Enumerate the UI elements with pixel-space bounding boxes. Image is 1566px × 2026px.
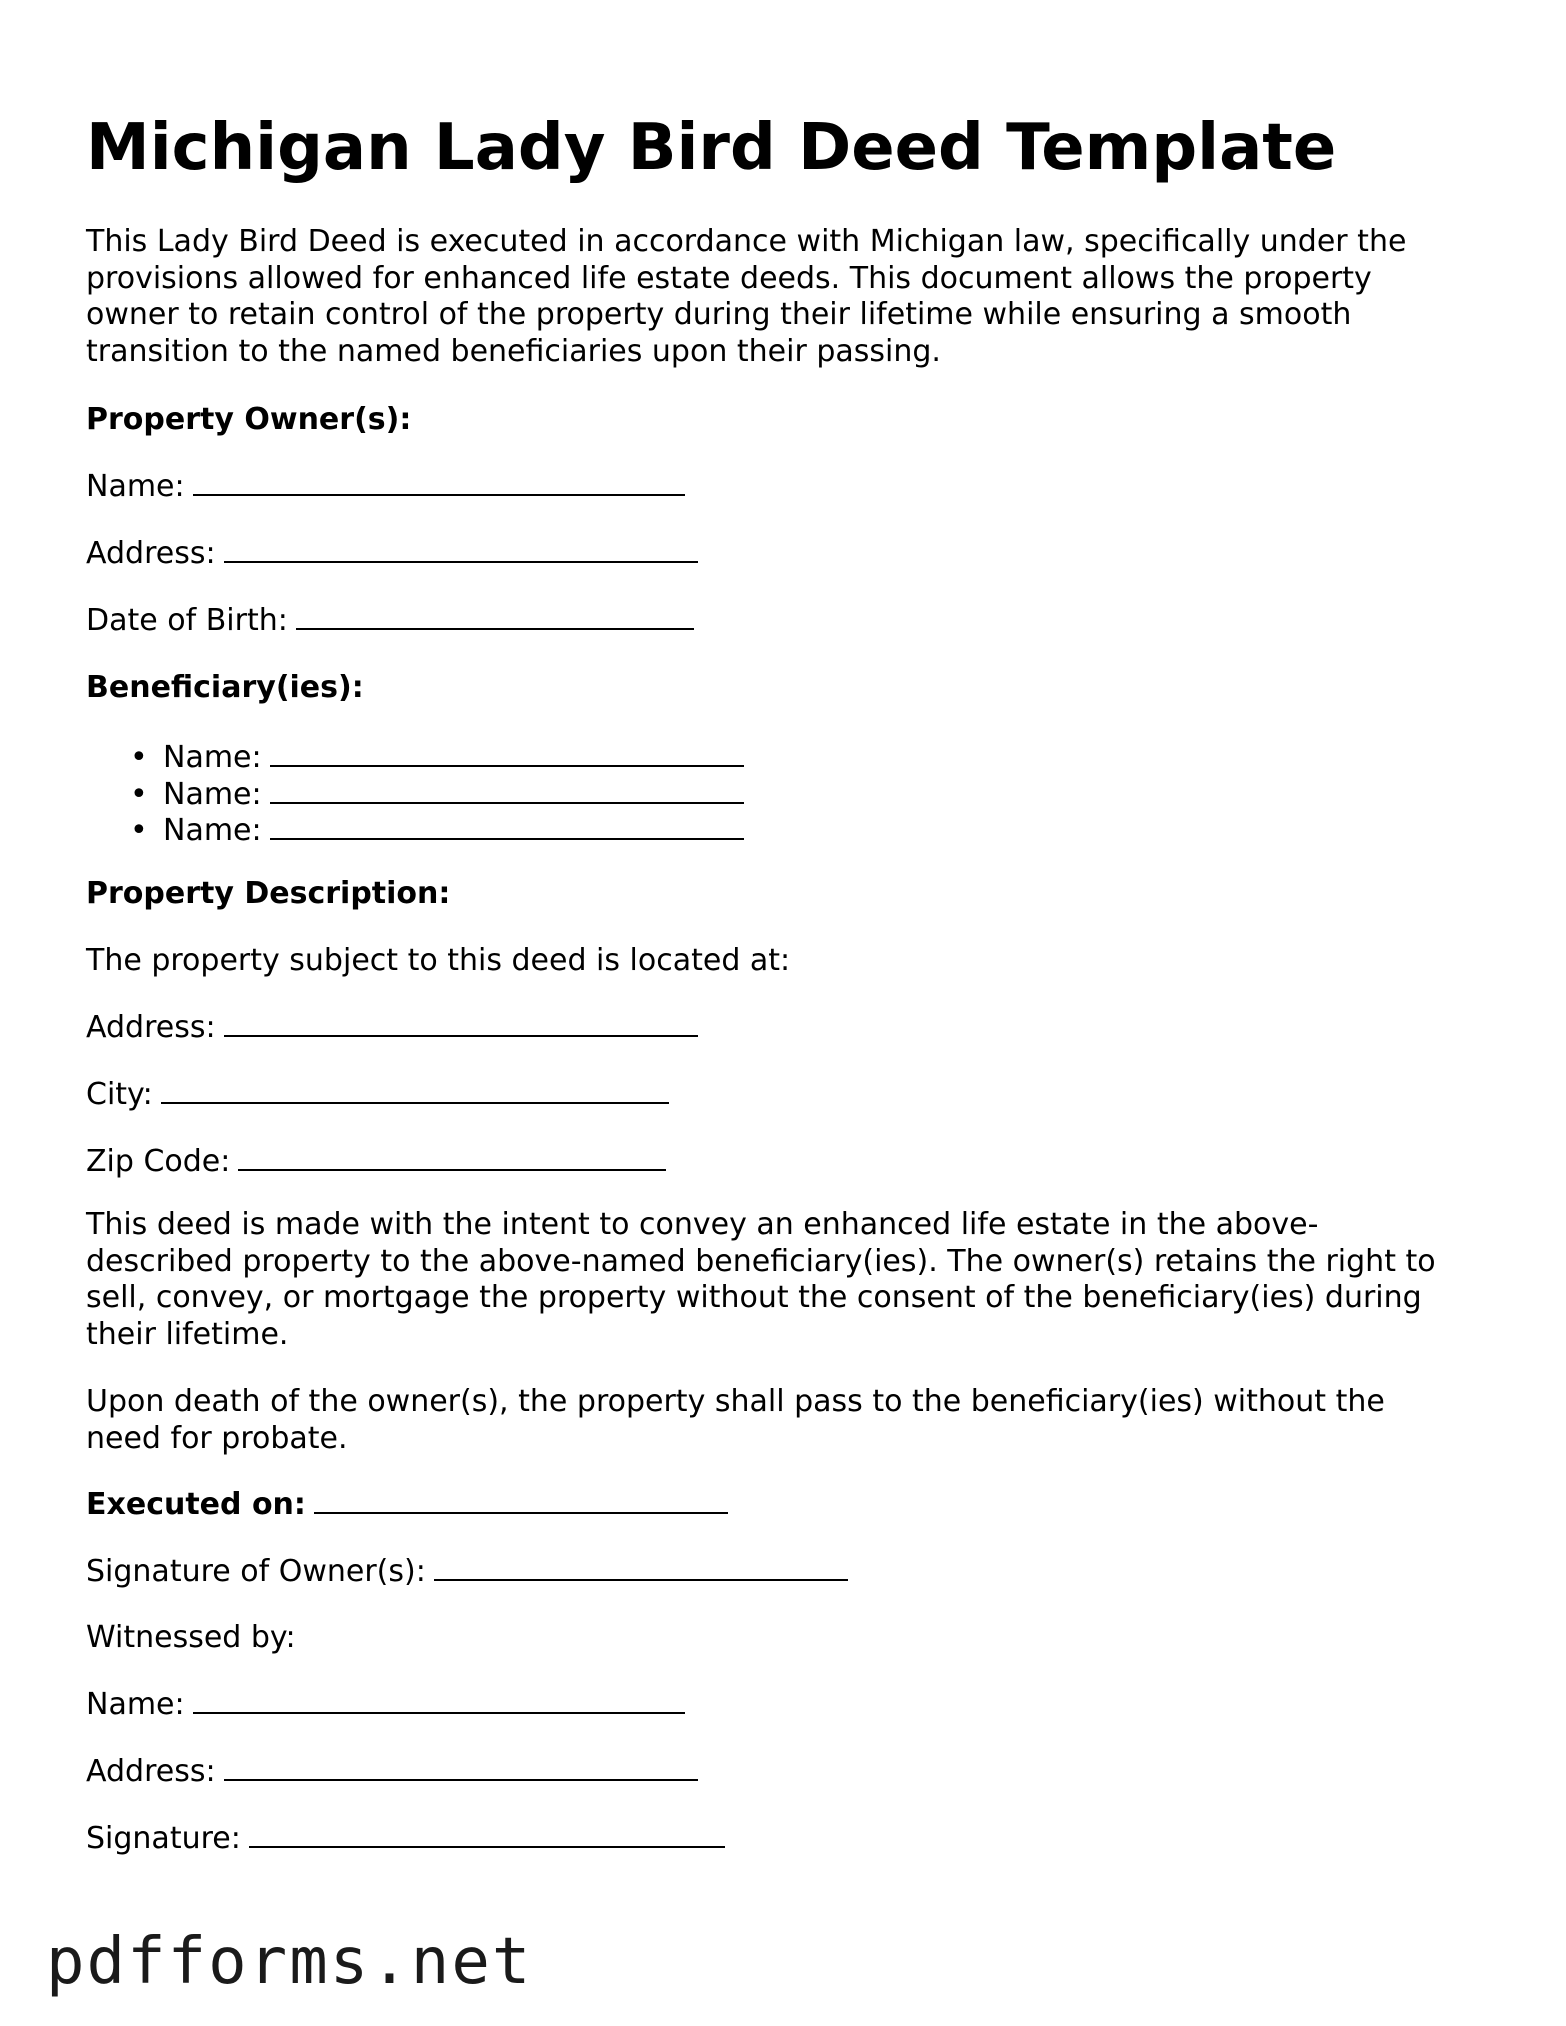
owner-heading: Property Owner(s): [86, 402, 412, 437]
beneficiary-heading: Beneficiary(ies): [86, 670, 364, 705]
intro-line: This Lady Bird Deed is executed in accordance with Michigan law, specifically under the [86, 224, 1407, 259]
beneficiary-item[interactable] [86, 740, 744, 777]
property-address-label: Address: [86, 1010, 216, 1045]
beneficiary-name-line[interactable] [270, 740, 744, 767]
property-zip-line[interactable] [238, 1144, 666, 1171]
intro-paragraph [86, 224, 1406, 370]
property-lead: The property subject to this deed is located at: [86, 943, 791, 978]
death-line: need for probate. [86, 1420, 348, 1456]
property-city-field[interactable] [86, 1077, 669, 1114]
witness-address-field[interactable] [86, 1754, 698, 1791]
death-paragraph [86, 1384, 1385, 1457]
page-title: Michigan Lady Bird Deed Template [86, 111, 1337, 185]
witness-signature-field[interactable] [86, 1821, 725, 1858]
death-line: Upon death of the owner(s), the property shall pass to the beneficiary(ies) without the [86, 1384, 1385, 1419]
beneficiary-name-line[interactable] [270, 813, 744, 840]
owner-signature-label: Signature of Owner(s): [86, 1554, 426, 1589]
intro-line: provisions allowed for enhanced life estate deeds. This document allows the property [86, 260, 1372, 296]
owner-dob-label: Date of Birth: [86, 603, 288, 638]
bullet-icon: • [130, 740, 148, 775]
intro-line: owner to retain control of the property during their lifetime while ensuring a smooth [86, 297, 1352, 332]
witness-address-line[interactable] [224, 1754, 698, 1781]
owner-name-field[interactable] [86, 469, 685, 506]
owner-dob-field[interactable] [86, 603, 694, 640]
owner-dob-line[interactable] [296, 603, 694, 630]
owner-name-label: Name: [86, 469, 185, 504]
witness-signature-line[interactable] [249, 1821, 725, 1848]
beneficiary-name-line[interactable] [270, 777, 744, 804]
intent-line: described property to the above-named beneficiary(ies). The owner(s) retains the right to [86, 1243, 1436, 1279]
property-zip-field[interactable] [86, 1144, 666, 1181]
property-address-line[interactable] [224, 1010, 698, 1037]
intent-line: This deed is made with the intent to convey an enhanced life estate in the above- [86, 1207, 1319, 1242]
witnessed-by-label: Witnessed by: [86, 1620, 296, 1655]
witness-name-line[interactable] [193, 1687, 685, 1714]
intent-line: their lifetime. [86, 1316, 289, 1352]
witness-address-label: Address: [86, 1754, 216, 1789]
executed-on-field[interactable] [86, 1487, 728, 1524]
property-heading: Property Description: [86, 876, 451, 911]
beneficiary-name-label: Name: [163, 740, 262, 775]
executed-on-label: Executed on: [86, 1487, 306, 1522]
property-city-line[interactable] [161, 1077, 669, 1104]
owner-address-line[interactable] [224, 536, 698, 563]
owner-address-field[interactable] [86, 536, 698, 573]
witness-signature-label: Signature: [86, 1821, 241, 1856]
site-watermark: pdfforms.net [46, 1925, 533, 1999]
witness-name-label: Name: [86, 1687, 185, 1722]
beneficiary-name-label: Name: [163, 776, 262, 812]
owner-signature-field[interactable] [86, 1554, 848, 1591]
owner-address-label: Address: [86, 536, 216, 571]
property-address-field[interactable] [86, 1010, 698, 1047]
beneficiary-item[interactable] [86, 777, 744, 814]
beneficiary-item[interactable] [86, 813, 744, 850]
intent-paragraph [86, 1207, 1436, 1353]
bullet-icon: • [130, 813, 148, 848]
intent-line: sell, convey, or mortgage the property without the consent of the beneficiary(ies) during [86, 1280, 1422, 1315]
property-city-label: City: [86, 1077, 153, 1112]
beneficiary-list [86, 740, 744, 850]
property-zip-label: Zip Code: [86, 1144, 231, 1179]
owner-signature-line[interactable] [434, 1554, 848, 1581]
witness-name-field[interactable] [86, 1687, 685, 1724]
executed-on-line[interactable] [314, 1487, 728, 1514]
beneficiary-name-label: Name: [163, 813, 262, 848]
intro-line: transition to the named beneficiaries upon their passing. [86, 333, 941, 369]
bullet-icon: • [130, 776, 148, 812]
owner-name-line[interactable] [193, 469, 685, 496]
